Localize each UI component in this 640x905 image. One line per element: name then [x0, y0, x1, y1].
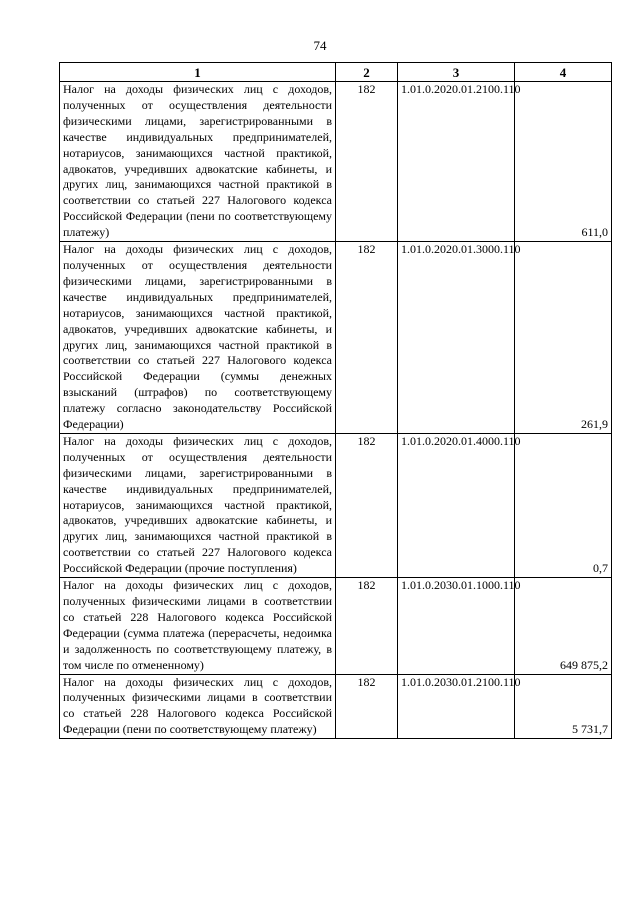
admin-code: 182	[336, 578, 398, 674]
budget-classification-code: 1.01.0.2020.01.3000.110	[398, 242, 515, 434]
column-header-2: 2	[336, 63, 398, 82]
column-header-3: 3	[398, 63, 515, 82]
revenue-name: Налог на доходы физических лиц с доходов, полученных физическими лицами в соответствии со статьей 228 Налогового кодекса Российской Федерации (пени по соответствующему платежу)	[60, 674, 336, 739]
amount: 649 875,2	[515, 578, 612, 674]
table-row	[60, 674, 612, 739]
column-header-4: 4	[515, 63, 612, 82]
admin-code: 182	[336, 674, 398, 739]
budget-classification-code: 1.01.0.2030.01.1000.110	[398, 578, 515, 674]
table-row	[60, 433, 612, 577]
amount: 261,9	[515, 242, 612, 434]
revenue-name: Налог на доходы физических лиц с доходов, полученных от осуществления деятельности физическими лицами, зарегистрированными в качестве индивидуальных предпринимателей, нотариусов, занимающихся частной практикой, адвокатов, учредивших адвокатские кабинеты, и других лиц, занимающихся частной практикой в соответствии со статьей 227 Налогового кодекса Российской Федерации (прочие поступления)	[60, 433, 336, 577]
column-header-1: 1	[60, 63, 336, 82]
budget-classification-code: 1.01.0.2020.01.4000.110	[398, 433, 515, 577]
revenue-name: Налог на доходы физических лиц с доходов, полученных от осуществления деятельности физическими лицами, зарегистрированными в качестве индивидуальных предпринимателей, нотариусов, занимающихся частной практикой, адвокатов, учредивших адвокатские кабинеты, и других лиц, занимающихся частной практикой в соответствии со статьей 227 Налогового кодекса Российской Федерации (суммы денежных взысканий (штрафов) по соответствующему платежу согласно законодательству Российской Федерации)	[60, 242, 336, 434]
revenue-name: Налог на доходы физических лиц с доходов, полученных от осуществления деятельности физическими лицами, зарегистрированными в качестве индивидуальных предпринимателей, нотариусов, занимающихся частной практикой, адвокатов, учредивших адвокатские кабинеты, и других лиц, занимающихся частной практикой в соответствии со статьей 227 Налогового кодекса Российской Федерации (пени по соответствующему платежу)	[60, 82, 336, 242]
amount: 5 731,7	[515, 674, 612, 739]
amount: 0,7	[515, 433, 612, 577]
admin-code: 182	[336, 242, 398, 434]
table-header-row	[60, 63, 612, 82]
amount: 611,0	[515, 82, 612, 242]
admin-code: 182	[336, 82, 398, 242]
revenue-name: Налог на доходы физических лиц с доходов, полученных физическими лицами в соответствии со статьей 228 Налогового кодекса Российской Федерации (сумма платежа (перерасчеты, недоимка и задолженность по соответствующему платежу, в том числе по отмененному)	[60, 578, 336, 674]
table-row	[60, 82, 612, 242]
budget-classification-code: 1.01.0.2020.01.2100.110	[398, 82, 515, 242]
revenue-table	[59, 62, 612, 739]
table-row	[60, 578, 612, 674]
table-row	[60, 242, 612, 434]
page-number: 74	[313, 38, 327, 53]
budget-classification-code: 1.01.0.2030.01.2100.110	[398, 674, 515, 739]
admin-code: 182	[336, 433, 398, 577]
